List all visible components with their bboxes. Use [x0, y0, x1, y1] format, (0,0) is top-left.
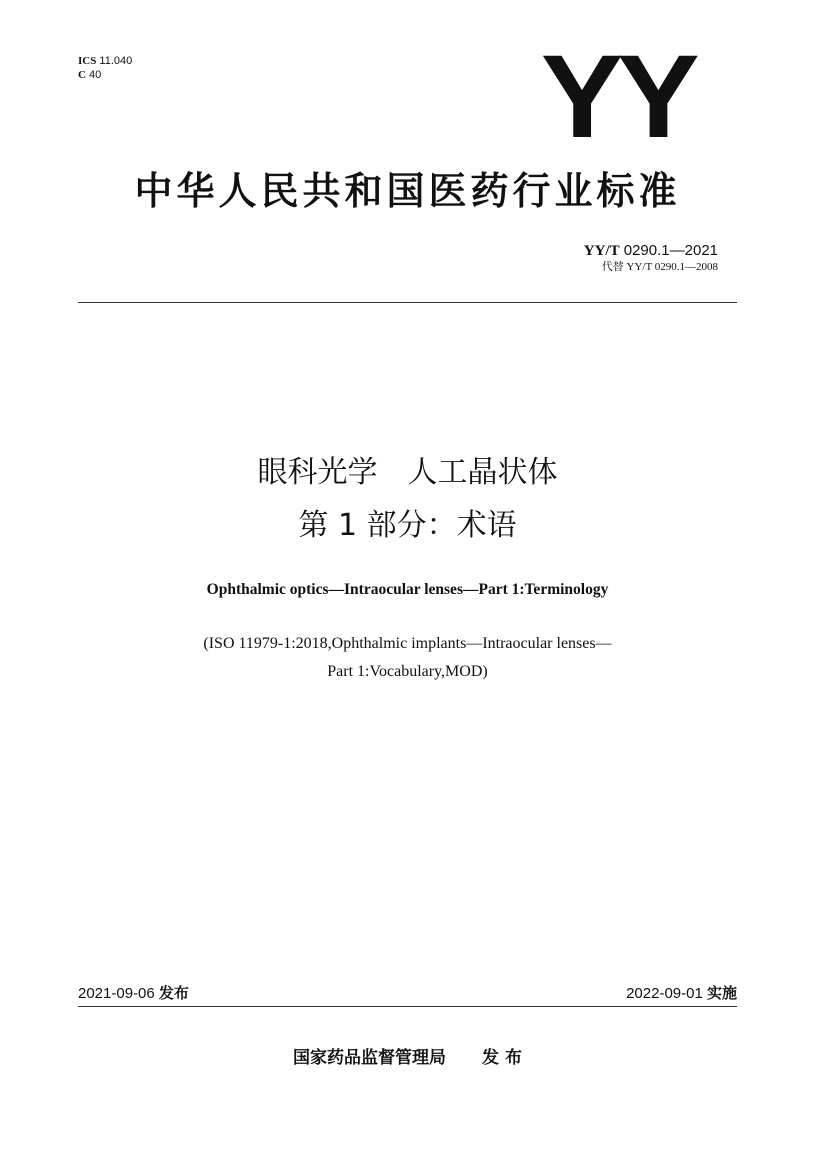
title-cn-line2: 第 1 部分：术语 — [298, 508, 517, 543]
replaces-note: 代替 YY/T 0290.1—2008 — [601, 261, 718, 273]
title-cn-line1: 眼科光学 人工晶状体 — [257, 455, 558, 490]
issuer-action: 发 布 — [482, 1048, 522, 1068]
footer-divider — [78, 1006, 737, 1007]
publish-date-value: 2021-09-06 — [78, 985, 155, 1002]
implement-date-value: 2022-09-01 — [626, 985, 703, 1002]
standard-number — [584, 242, 718, 260]
header-divider — [78, 302, 737, 303]
publish-label: 发布 — [158, 984, 189, 1002]
ics-code: 11.040 — [99, 55, 133, 67]
ics-line — [78, 54, 132, 68]
publish-date — [78, 983, 189, 1004]
ics-prefix: ICS — [78, 55, 97, 67]
ccs-code: 40 — [89, 69, 102, 81]
ccs-prefix: C — [78, 69, 86, 81]
implement-date — [626, 983, 737, 1004]
title-en: Ophthalmic optics—Intraocular lenses—Part 1:Terminology — [206, 581, 609, 598]
implement-label: 实施 — [706, 984, 737, 1002]
standard-logo: YY — [540, 31, 693, 163]
ccs-line — [78, 68, 132, 82]
iso-reference-line2: Part 1:Vocabulary,MOD) — [327, 663, 488, 680]
issuer — [0, 1046, 815, 1070]
issuer-name: 国家药品监督管理局 — [293, 1048, 447, 1068]
iso-reference-line1: (ISO 11979-1:2018,Ophthalmic implants—Intraocular lenses— — [203, 635, 612, 652]
classification-codes — [78, 54, 132, 82]
standard-prefix: YY/T — [583, 243, 620, 259]
standard-body-title: 中华人民共和国医药行业标准 — [134, 169, 681, 213]
standard-number-value: 0290.1—2021 — [623, 242, 718, 259]
